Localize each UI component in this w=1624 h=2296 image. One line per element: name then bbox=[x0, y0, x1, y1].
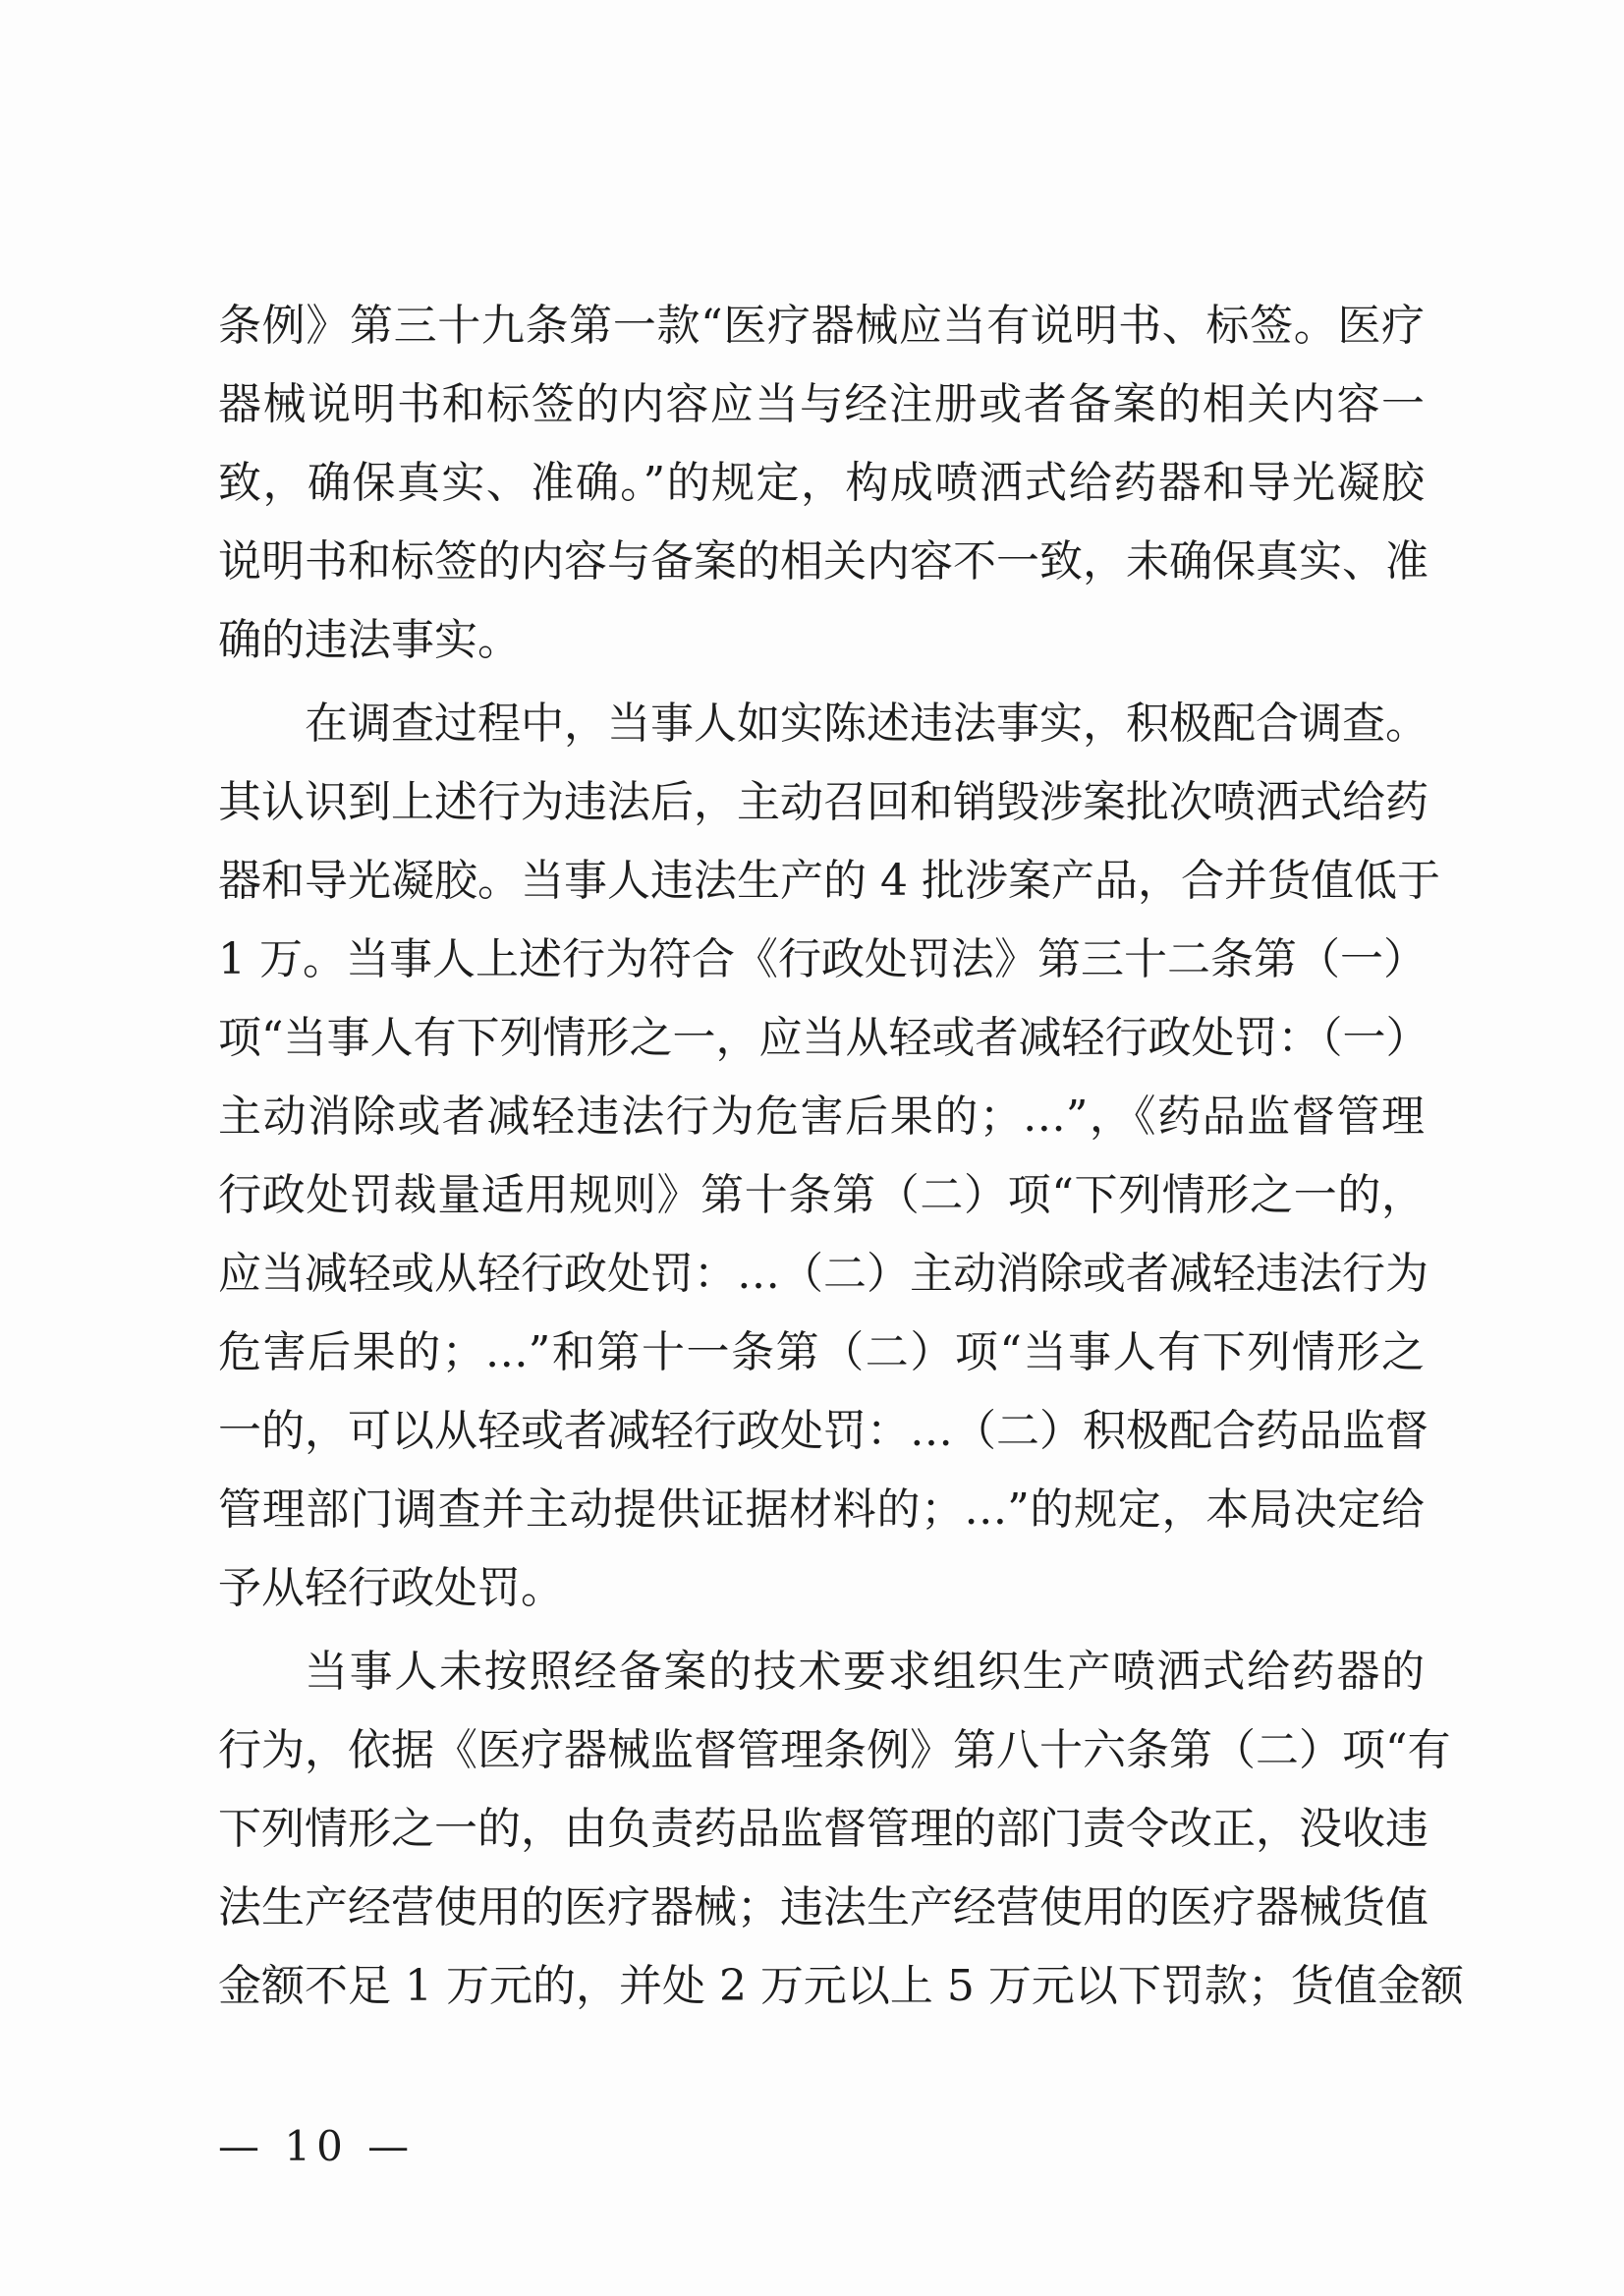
paragraph-2-line-11: 管理部门调查并主动提供证据材料的；…”的规定，本局决定给 bbox=[218, 1484, 1425, 1535]
paragraph-3-line-1: 当事人未按照经备案的技术要求组织生产喷洒式给药器的 bbox=[305, 1647, 1425, 1697]
paragraph-3-line-2: 行为，依据《医疗器械监督管理条例》第八十六条第（二）项“有 bbox=[218, 1725, 1451, 1775]
paragraph-1-line-1: 条例》第三十九条第一款“医疗器械应当有说明书、标签。医疗 bbox=[218, 301, 1425, 351]
paragraph-2-line-7: 行政处罚裁量适用规则》第十条第（二）项“下列情形之一的， bbox=[218, 1170, 1425, 1220]
paragraph-3-line-4: 法生产经营使用的医疗器械；违法生产经营使用的医疗器械货值 bbox=[218, 1882, 1428, 1932]
paragraph-2-line-5: 项“当事人有下列情形之一，应当从轻或者减轻行政处罚：（一） bbox=[218, 1013, 1429, 1063]
paragraph-1-line-4: 说明书和标签的内容与备案的相关内容不一致，未确保真实、准 bbox=[218, 536, 1428, 587]
paragraph-2-line-10: 一的，可以从轻或者减轻行政处罚：…（二）积极配合药品监督 bbox=[218, 1406, 1428, 1456]
paragraph-2-line-1: 在调查过程中，当事人如实陈述违法事实，积极配合调查。 bbox=[305, 699, 1428, 749]
page-number: — 10 — bbox=[218, 2122, 416, 2170]
paragraph-3-line-5: 金额不足 1 万元的，并处 2 万元以上 5 万元以下罚款；货值金额 bbox=[218, 1961, 1464, 2011]
paragraph-1-line-5: 确的违法事实。 bbox=[218, 615, 521, 665]
paragraph-2-line-3: 器和导光凝胶。当事人违法生产的 4 批涉案产品，合并货值低于 bbox=[218, 856, 1440, 906]
paragraph-1-line-2: 器械说明书和标签的内容应当与经注册或者备案的相关内容一 bbox=[218, 379, 1425, 429]
paragraph-2-line-9: 危害后果的；…”和第十一条第（二）项“当事人有下列情形之 bbox=[218, 1327, 1425, 1377]
paragraph-2-line-12: 予从轻行政处罚。 bbox=[218, 1563, 564, 1613]
paragraph-2-line-4: 1 万。当事人上述行为符合《行政处罚法》第三十二条第（一） bbox=[218, 934, 1427, 984]
paragraph-1-line-3: 致，确保真实、准确。”的规定，构成喷洒式给药器和导光凝胶 bbox=[218, 458, 1425, 508]
paragraph-3-line-3: 下列情形之一的，由负责药品监督管理的部门责令改正，没收违 bbox=[218, 1804, 1428, 1854]
paragraph-2-line-6: 主动消除或者减轻违法行为危害后果的；…”，《药品监督管理 bbox=[218, 1092, 1425, 1142]
paragraph-2-line-2: 其认识到上述行为违法后，主动召回和销毁涉案批次喷洒式给药 bbox=[218, 777, 1428, 827]
paragraph-2-line-8: 应当减轻或从轻行政处罚：…（二）主动消除或者减轻违法行为 bbox=[218, 1249, 1428, 1299]
